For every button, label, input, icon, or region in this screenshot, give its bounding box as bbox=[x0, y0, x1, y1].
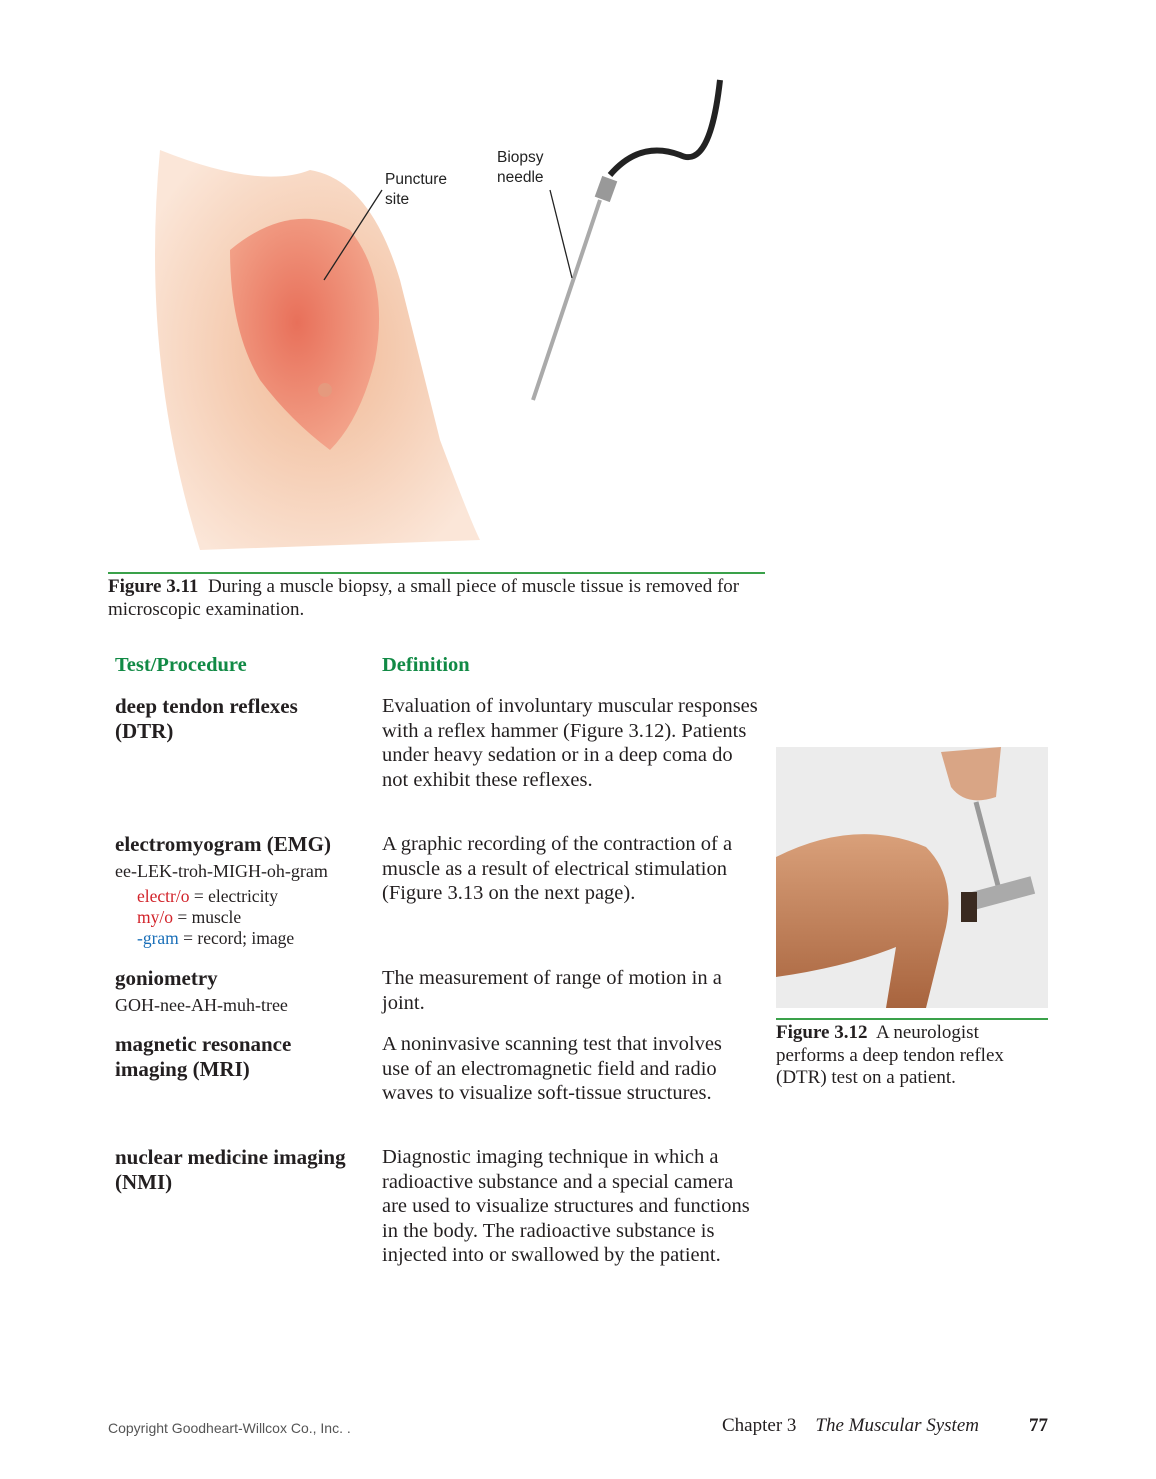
term-name: (DTR) bbox=[115, 718, 174, 743]
figure-number: Figure 3.12 bbox=[776, 1022, 868, 1043]
page-number: 77 bbox=[1029, 1415, 1048, 1436]
pronunciation: GOH-nee-AH-muh-tree bbox=[115, 994, 288, 1015]
label-line: Puncture bbox=[385, 171, 448, 188]
word-part-meaning: = record; image bbox=[183, 927, 295, 948]
chapter-title: The Muscular System bbox=[815, 1415, 979, 1436]
definition-goniometry: The measurement of range of motion in a joint. bbox=[382, 967, 722, 1014]
term-name: deep tendon reflexes bbox=[115, 694, 298, 718]
term-goniometry bbox=[115, 966, 288, 1016]
term-emg bbox=[115, 832, 331, 949]
header-test-procedure: Test/Procedure bbox=[115, 654, 247, 676]
term-name: electromyogram (EMG) bbox=[115, 832, 331, 856]
caption-text: During a muscle biopsy, a small piece of muscle tissue is removed for microscopic examination. bbox=[108, 576, 740, 620]
word-part bbox=[115, 907, 331, 928]
header-definition: Definition bbox=[382, 654, 470, 676]
muscle-biopsy-illustration bbox=[120, 60, 760, 560]
definition-emg: A graphic recording of the contraction of a muscle as a result of electrical stimulation (Figure 3.13 on the next page). bbox=[382, 833, 733, 904]
term-nmi bbox=[115, 1145, 346, 1194]
biopsy-needle-shaft bbox=[533, 200, 600, 400]
definition-nmi: Diagnostic imaging technique in which a radioactive substance and a special camera are used to visualize structures and functions in the body. The radioactive substance is injected into or swallowed by the patient. bbox=[382, 1146, 750, 1266]
copyright: Copyright Goodheart-Willcox Co., Inc. . bbox=[108, 1420, 351, 1436]
label-line: site bbox=[385, 191, 410, 208]
figure-3-12-caption bbox=[776, 1022, 1041, 1090]
label-line: needle bbox=[497, 169, 544, 186]
puncture-site-label bbox=[385, 170, 447, 210]
word-part bbox=[115, 886, 331, 907]
term-mri bbox=[115, 1032, 291, 1081]
figure-number: Figure 3.11 bbox=[108, 576, 199, 597]
term-dtr bbox=[115, 694, 298, 743]
chapter-label: Chapter 3 bbox=[722, 1415, 797, 1436]
term-name: goniometry bbox=[115, 966, 218, 990]
biopsy-needle-leader bbox=[550, 190, 572, 278]
word-part-root: my/o bbox=[137, 906, 173, 927]
figure-3-11-caption bbox=[108, 576, 768, 621]
word-part bbox=[115, 928, 331, 949]
hammer-rubber bbox=[961, 892, 977, 922]
caption-rule bbox=[776, 1018, 1048, 1020]
term-name: nuclear medicine imaging bbox=[115, 1145, 346, 1169]
caption-text: A neurologist performs a deep tendon reflex (DTR) test on a patient. bbox=[776, 1022, 1004, 1088]
definition-dtr: Evaluation of involuntary muscular responses with a reflex hammer (Figure 3.12). Patients under heavy sedation or in a deep coma do not exhibit these reflexes. bbox=[382, 695, 758, 791]
needle-hub bbox=[595, 176, 618, 202]
word-part-meaning: = muscle bbox=[177, 906, 242, 927]
pronunciation: ee-LEK-troh-MIGH-oh-gram bbox=[115, 860, 328, 881]
word-part-meaning: = electricity bbox=[193, 885, 279, 906]
caption-rule bbox=[108, 572, 765, 574]
biopsy-needle-label bbox=[497, 148, 544, 188]
word-part-root: electr/o bbox=[137, 885, 190, 906]
running-footer bbox=[722, 1415, 979, 1437]
term-name: magnetic resonance bbox=[115, 1032, 292, 1056]
needle-cable bbox=[610, 80, 720, 175]
definition-mri: A noninvasive scanning test that involves use of an electromagnetic field and radio waves to visualize soft-tissue structures. bbox=[382, 1033, 722, 1104]
reflex-test-photo bbox=[776, 747, 1048, 1008]
label-line: Biopsy bbox=[497, 149, 544, 166]
term-name: (NMI) bbox=[115, 1169, 173, 1194]
word-part-suffix: -gram bbox=[137, 927, 179, 948]
term-name: imaging (MRI) bbox=[115, 1056, 250, 1081]
nipple bbox=[318, 383, 332, 397]
